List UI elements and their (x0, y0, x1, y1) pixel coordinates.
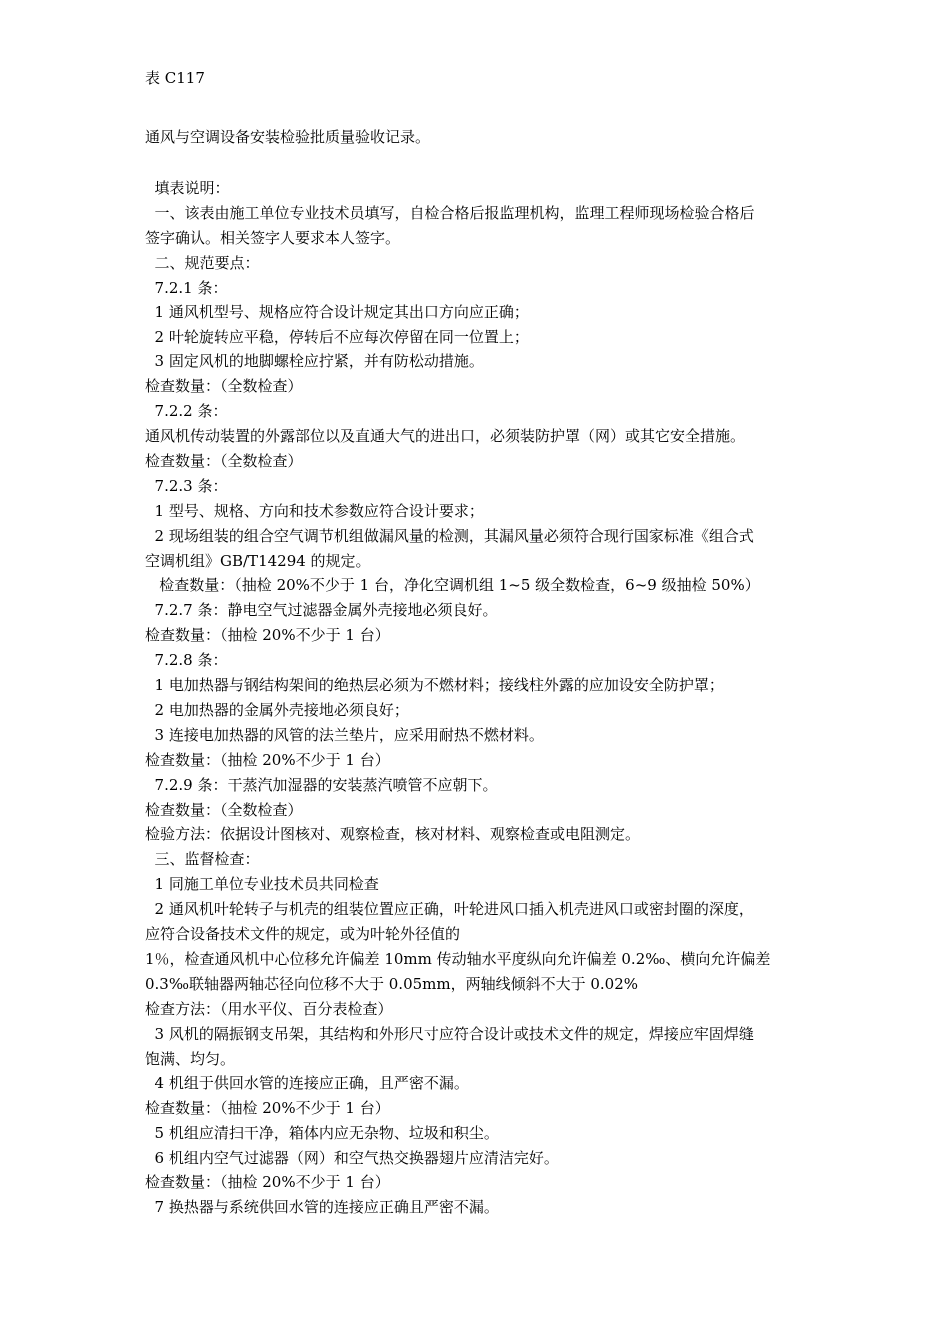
text-line: 检查数量：（全数检查） (145, 452, 303, 470)
text-line: 7.2.8 条： (145, 651, 228, 669)
text-line: 3 固定风机的地脚螺栓应拧紧，并有防松动措施。 (145, 352, 484, 370)
text-line: 1 通风机型号、规格应符合设计规定其出口方向应正确； (145, 303, 529, 321)
text-line: 3 连接电加热器的风管的法兰垫片，应采用耐热不燃材料。 (145, 726, 544, 744)
text-line: 4 机组于供回水管的连接应正确，且严密不漏。 (145, 1074, 469, 1092)
text-line: 2 叶轮旋转应平稳，停转后不应每次停留在同一位置上； (145, 328, 529, 346)
text-line: 检查数量：（抽检 20%不少于 1 台） (145, 626, 390, 644)
text-line: 3 风机的隔振钢支吊架，其结构和外形尺寸应符合设计或技术文件的规定，焊接应牢固焊缝 (145, 1025, 754, 1043)
text-line: 2 通风机叶轮转子与机壳的组装位置应正确，叶轮进风口插入机壳进风口或密封圈的深度， (145, 900, 754, 918)
text-line: 7 换热器与系统供回水管的连接应正确且严密不漏。 (145, 1198, 499, 1216)
text-line: 检查数量：（抽检 20%不少于 1 台） (145, 1173, 390, 1191)
text-line: 1 型号、规格、方向和技术参数应符合设计要求； (145, 502, 484, 520)
text-line: 饱满、均匀。 (145, 1050, 236, 1068)
text-line: 通风机传动装置的外露部位以及直通大气的进出口，必须装防护罩（网）或其它安全措施。 (145, 427, 746, 445)
text-line: 填表说明： (145, 179, 230, 197)
text-line: 5 机组应清扫干净，箱体内应无杂物、垃圾和积尘。 (145, 1124, 499, 1142)
text-line: 检查数量：（全数检查） (145, 377, 303, 395)
text-line: 1 同施工单位专业技术员共同检查 (145, 875, 379, 893)
text-line: 7.2.7 条：静电空气过滤器金属外壳接地必须良好。 (145, 601, 498, 619)
text-line: 空调机组》GB/T14294 的规定。 (145, 552, 371, 570)
text-line: 检查方法：（用水平仪、百分表检查） (145, 1000, 393, 1018)
text-line: 7.2.3 条： (145, 477, 228, 495)
text-line: 检查数量：（全数检查） (145, 801, 303, 819)
text-line: 二、规范要点： (145, 254, 260, 272)
text-line: 2 现场组装的组合空气调节机组做漏风量的检测，其漏风量必须符合现行国家标准《组合式 (145, 527, 754, 545)
text-line: 检查数量：（抽检 20%不少于 1 台） (145, 1099, 390, 1117)
text-line: 应符合设备技术文件的规定，或为叶轮外径值的 (145, 925, 461, 943)
text-line: 2 电加热器的金属外壳接地必须良好； (145, 701, 409, 719)
text-line: 0.3‰联轴器两轴芯径向位移不大于 0.05mm，两轴线倾斜不大于 0.02% (145, 975, 639, 993)
text-line: 1 电加热器与钢结构架间的绝热层必须为不燃材料；接线柱外露的应加设安全防护罩； (145, 676, 724, 694)
text-line: 7.2.1 条： (145, 279, 228, 297)
text-line: 检查数量：（抽检 20%不少于 1 台，净化空调机组 1~5 级全数检查，6~9 级抽检 50%） (145, 576, 760, 594)
text-line: 签字确认。相关签字人要求本人签字。 (145, 229, 401, 247)
table-number: 表 C117 (145, 69, 205, 87)
document-title: 通风与空调设备安装检验批质量验收记录。 (145, 128, 431, 146)
text-line: 一、该表由施工单位专业技术员填写，自检合格后报监理机构，监理工程师现场检验合格后 (145, 204, 755, 222)
text-line: 检查数量：（抽检 20%不少于 1 台） (145, 751, 390, 769)
text-line: 1％，检查通风机中心位移允许偏差 10mm 传动轴水平度纵向允许偏差 0.2‰、横向允许偏差 (145, 950, 771, 968)
text-line: 6 机组内空气过滤器（网）和空气热交换器翅片应清洁完好。 (145, 1149, 559, 1167)
text-line: 三、监督检查： (145, 850, 260, 868)
text-line: 7.2.2 条： (145, 402, 228, 420)
text-line: 7.2.9 条：干蒸汽加湿器的安装蒸汽喷管不应朝下。 (145, 776, 498, 794)
text-line: 检验方法：依据设计图核对、观察检查，核对材料、观察检查或电阻测定。 (145, 825, 641, 843)
